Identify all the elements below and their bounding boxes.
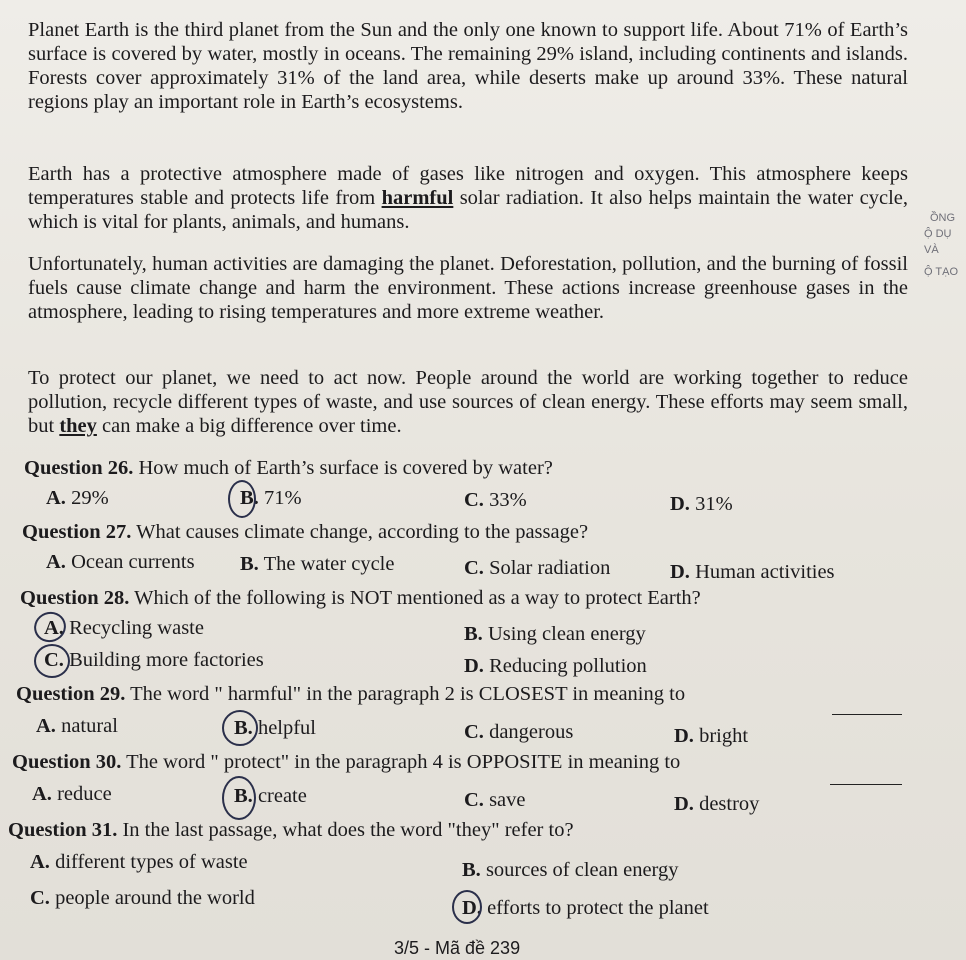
- passage-paragraph-4: [28, 366, 908, 438]
- stamp-fragment-3: VÀ: [924, 244, 939, 256]
- q30-option-b[interactable]: B. create: [234, 785, 307, 807]
- question-text: The word " harmful" in the paragraph 2 is CLOSEST in meaning to: [130, 683, 686, 705]
- answer-circle-q29: [222, 710, 258, 746]
- q31-option-b[interactable]: B. sources of clean energy: [462, 859, 679, 881]
- paragraph-4-text-a: To protect our planet, we need to act now. People around the world are working together to reduce pollution, recycle different types of waste, and use sources of clean energy. These efforts may seem small, but: [28, 367, 908, 437]
- underlined-word-harmful: harmful: [381, 187, 454, 209]
- question-number: Question 26.: [24, 457, 134, 479]
- q26-option-c[interactable]: C. 33%: [464, 489, 527, 511]
- q27-option-b[interactable]: B. The water cycle: [240, 553, 395, 575]
- question-text: The word " protect" in the paragraph 4 is OPPOSITE in meaning to: [126, 751, 681, 773]
- question-number: Question 30.: [12, 751, 122, 773]
- passage-paragraph-2: [28, 162, 908, 234]
- q30-option-d[interactable]: D. destroy: [674, 793, 760, 815]
- answer-circle-q30: [222, 776, 256, 820]
- q31-option-d[interactable]: D. efforts to protect the planet: [462, 897, 709, 919]
- paragraph-1-text: Planet Earth is the third planet from the Sun and the only one known to support life. About 71% of Earth’s surface is covered by water, mostly in oceans. The remaining 29% island, including continents and islands. Forests cover approximately 31% of the land area, while deserts make up around 33%. These natural regions play an important role in Earth’s ecosystems.: [28, 19, 908, 113]
- mark-circle-q28-a: [30, 607, 70, 646]
- answer-blank-q30: [830, 784, 902, 785]
- q27-option-c[interactable]: C. Solar radiation: [464, 557, 611, 579]
- paragraph-3-text: Unfortunately, human activities are damaging the planet. Deforestation, pollution, and the burning of fossil fuels cause climate change and harm the environment. These actions increase greenhouse gases in the atmosphere, leading to rising temperatures and more extreme weather.: [28, 253, 908, 323]
- answer-circle-q26: [228, 480, 256, 518]
- q30-option-a[interactable]: A. reduce: [32, 783, 112, 805]
- stamp-fragment-2: Ộ DỤ: [924, 228, 952, 240]
- q28-option-c[interactable]: C. Building more factories: [44, 649, 264, 671]
- q27-option-a[interactable]: A. Ocean currents: [46, 551, 195, 573]
- question-31: [8, 818, 574, 842]
- stamp-fragment-4: Ộ TẠO: [924, 266, 959, 278]
- answer-blank-q29: [832, 714, 902, 715]
- question-text: Which of the following is NOT mentioned as a way to protect Earth?: [134, 587, 701, 609]
- q30-option-c[interactable]: C. save: [464, 789, 526, 811]
- question-text: In the last passage, what does the word "they" refer to?: [122, 819, 574, 841]
- answer-circle-q28: [34, 644, 70, 678]
- q29-option-a[interactable]: A. natural: [36, 715, 118, 737]
- question-30: [12, 750, 680, 774]
- answer-circle-q31: [452, 890, 482, 924]
- stamp-fragment-1: ỒNG: [930, 212, 956, 224]
- q29-option-d[interactable]: D. bright: [674, 725, 749, 747]
- passage-paragraph-3: [28, 252, 908, 324]
- underlined-word-they: they: [59, 415, 97, 437]
- question-26: [24, 456, 553, 480]
- question-28: [20, 586, 701, 610]
- passage-paragraph-1: [28, 18, 908, 114]
- q28-option-a[interactable]: A. Recycling waste: [44, 617, 204, 639]
- question-number: Question 31.: [8, 819, 118, 841]
- question-29: [16, 682, 685, 706]
- q31-option-c[interactable]: C. people around the world: [30, 887, 255, 909]
- q27-option-d[interactable]: D. Human activities: [670, 561, 835, 583]
- question-27: [22, 520, 588, 544]
- question-text: What causes climate change, according to the passage?: [136, 521, 589, 543]
- q29-option-c[interactable]: C. dangerous: [464, 721, 574, 743]
- question-number: Question 29.: [16, 683, 126, 705]
- paragraph-2-text-a: Earth has a protective atmosphere made of gases like nitrogen and oxygen. This atmosphere keeps temperatures stable and protects life from: [28, 163, 908, 209]
- q26-option-a[interactable]: A. 29%: [46, 487, 109, 509]
- paragraph-4-text-b: can make a big difference over time.: [96, 415, 402, 437]
- q26-option-b[interactable]: B. 71%: [240, 487, 302, 509]
- question-number: Question 27.: [22, 521, 132, 543]
- q28-option-d[interactable]: D. Reducing pollution: [464, 655, 647, 677]
- q28-option-b[interactable]: B. Using clean energy: [464, 623, 646, 645]
- q26-option-d[interactable]: D. 31%: [670, 493, 733, 515]
- q29-option-b[interactable]: B. helpful: [234, 717, 317, 739]
- question-text: How much of Earth’s surface is covered by water?: [138, 457, 553, 479]
- question-number: Question 28.: [20, 587, 130, 609]
- q31-option-a[interactable]: A. different types of waste: [30, 851, 248, 873]
- paragraph-2-text-b: solar radiation. It also helps maintain the water cycle, which is vital for plants, animals, and humans.: [28, 187, 908, 233]
- page-footer: 3/5 - Mã đề 239: [394, 938, 521, 958]
